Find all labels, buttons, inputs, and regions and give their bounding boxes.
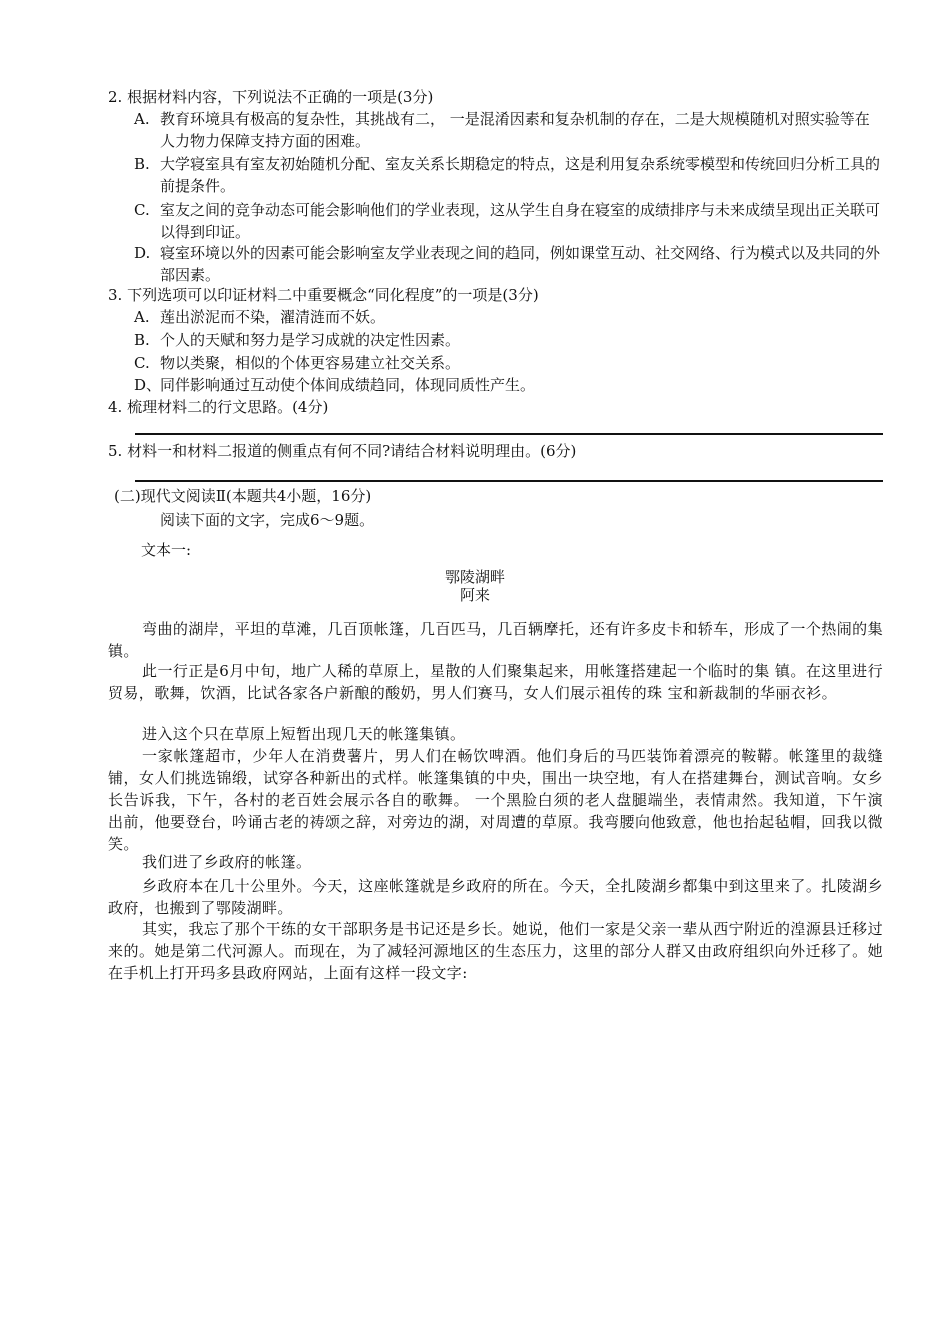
- question-3-stem: 3. 下列选项可以印证材料二中重要概念“同化程度”的一项是(3分): [108, 286, 539, 304]
- option-text: 个人的天赋和努力是学习成就的决定性因素。: [160, 331, 461, 349]
- option-text: 大学寝室具有室友初始随机分配、室友关系长期稳定的特点，这是利用复杂系统零模型和传统回归分析工具的前提条件。: [160, 155, 881, 195]
- question-5-stem: 5. 材料一和材料二报道的侧重点有何不同?请结合材料说明理由。(6分): [108, 442, 577, 460]
- article-paragraph-2: 此一行正是6月中旬，地广人稀的草原上，星散的人们聚集起来，用帐篷搭建起一个临时的集 镇。在这里进行贸易，歌舞，饮酒，比试各家各户新酿的酸奶，男人们赛马，女人们展示祖传的珠 宝和新裁制的华丽衣衫。: [108, 662, 883, 702]
- option-label: B.: [134, 155, 150, 173]
- question-2-stem: 2. 根据材料内容，下列说法不正确的一项是(3分): [108, 88, 434, 106]
- section-heading: (二)现代文阅读Ⅱ(本题共4小题，16分): [114, 487, 372, 505]
- answer-line-q4: [135, 433, 883, 435]
- q3-option-a: [134, 306, 882, 328]
- option-text: 室友之间的竞争动态可能会影响他们的学业表现，这从学生自身在寝室的成绩排序与未来成绩呈现出正关联可以得到印证。: [160, 201, 881, 241]
- option-text: 莲出淤泥而不染，濯清涟而不妖。: [160, 308, 386, 326]
- section-instruction: 阅读下面的文字，完成6～9题。: [160, 511, 375, 529]
- option-text: 教育环境具有极高的复杂性，其挑战有二， 一是混淆因素和复杂机制的存在，二是大规模随机对照实验等在人力物力保障支持方面的困难。: [160, 110, 870, 150]
- article-paragraph-5: 我们进了乡政府的帐篷。: [142, 853, 312, 871]
- option-label: A.: [134, 110, 150, 128]
- option-label: A.: [134, 308, 150, 326]
- text-label: 文本一:: [141, 541, 192, 559]
- q2-option-d: [134, 242, 882, 286]
- answer-line-q5: [135, 480, 883, 482]
- article-paragraph-3: 进入这个只在草原上短暂出现几天的帐篷集镇。: [142, 725, 466, 743]
- option-text: 同伴影响通过互动使个体间成绩趋同，体现同质性产生。: [160, 376, 536, 394]
- q2-option-b: [134, 153, 882, 197]
- article-paragraph-1: 弯曲的湖岸，平坦的草滩，几百顶帐篷，几百匹马，几百辆摩托，还有许多皮卡和轿车，形成了一个热闹的集镇。: [108, 620, 883, 660]
- option-text: 物以类聚，相似的个体更容易建立社交关系。: [160, 354, 461, 372]
- option-label: B.: [134, 331, 150, 349]
- option-label: D.: [134, 244, 151, 262]
- article-author: 阿来: [459, 586, 490, 604]
- option-label: C.: [134, 354, 150, 372]
- option-label: C.: [134, 201, 150, 219]
- q3-option-b: [134, 329, 882, 351]
- option-text: 寝室环境以外的因素可能会影响室友学业表现之间的趋同，例如课堂互动、社交网络、行为模式以及共同的外部因素。: [160, 244, 881, 284]
- q2-option-a: [134, 108, 882, 152]
- article-paragraph-4: 一家帐篷超市，少年人在消费薯片，男人们在畅饮啤酒。他们身后的马匹装饰着漂亮的鞍鞯。帐篷里的裁缝铺，女人们挑选锦缎，试穿各种新出的式样。帐篷集镇的中央，围出一块空地，有人在搭建舞台，测试音响。女乡长告诉我，下午，各村的老百姓会展示各自的歌舞。 一个黑脸白须的老人盘腿端坐，表情肃然。我知道，下午演出前，他要登台，吟诵古老的祷颂之辞，对旁边的湖，对周遭的草原。我弯腰向他致意，他也抬起毡帽，回我以微笑。: [108, 747, 883, 853]
- q2-option-c: [134, 199, 882, 243]
- article-paragraph-6: 乡政府本在几十公里外。今天，这座帐篷就是乡政府的所在。今天，全扎陵湖乡都集中到这里来了。扎陵湖乡政府，也搬到了鄂陵湖畔。: [108, 877, 883, 917]
- q3-option-c: [134, 352, 882, 374]
- article-title: 鄂陵湖畔: [444, 568, 505, 586]
- article-paragraph-7: 其实，我忘了那个干练的女干部职务是书记还是乡长。她说，他们一家是父亲一辈从西宁附近的湟源县迁移过来的。她是第二代河源人。而现在，为了减轻河源地区的生态压力，这里的部分人群又由政府组织向外迁移了。她在手机上打开玛多县政府网站，上面有这样一段文字:: [108, 920, 883, 982]
- question-4-stem: 4. 梳理材料二的行文思路。(4分): [108, 398, 329, 416]
- option-label: D、: [134, 376, 162, 394]
- q3-option-d: [134, 374, 882, 396]
